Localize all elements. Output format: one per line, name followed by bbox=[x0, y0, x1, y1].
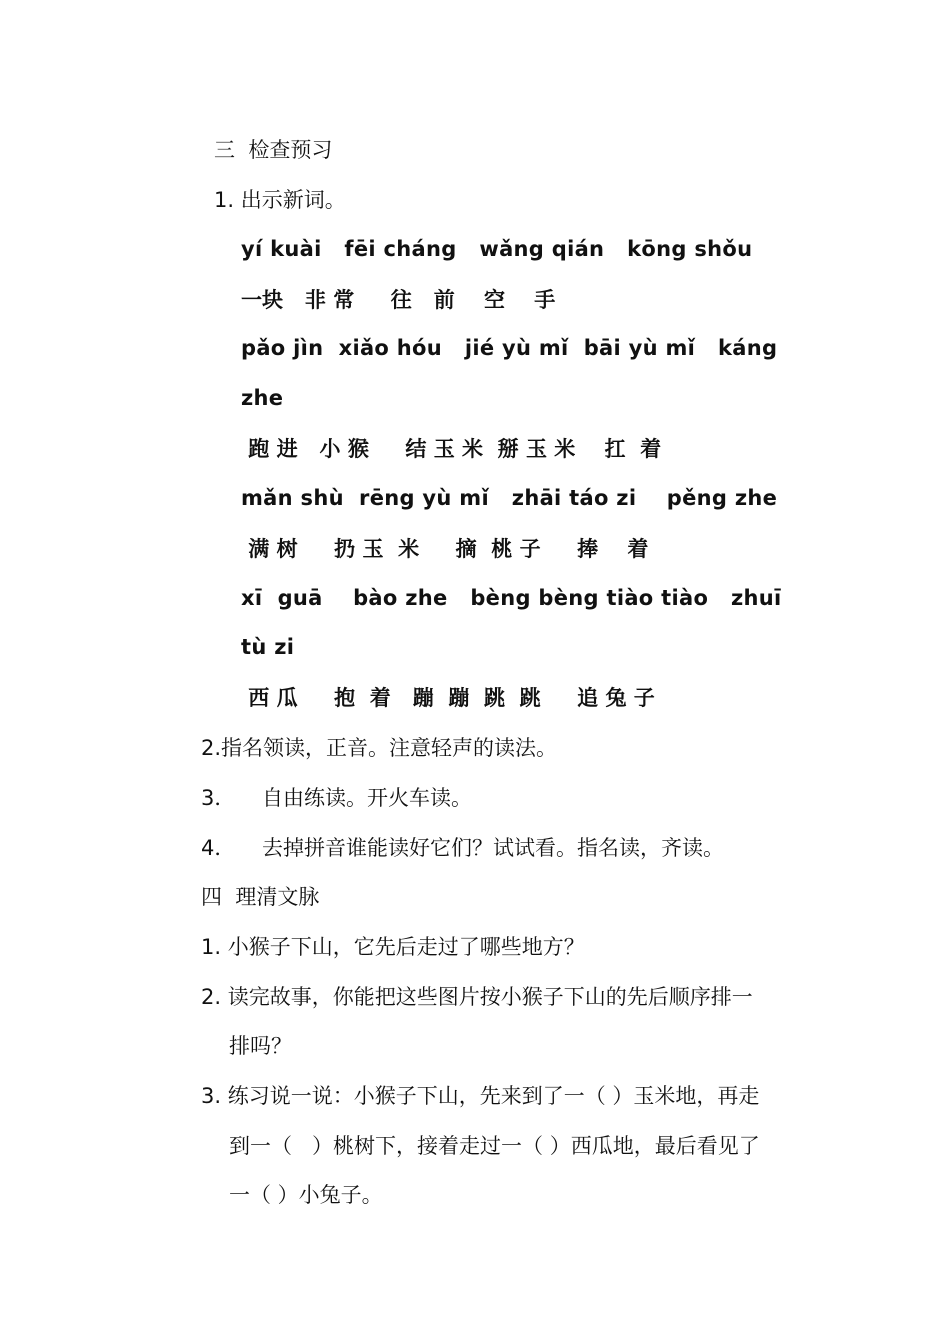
item-3: 3． 自由练读。开火车读。 bbox=[201, 786, 473, 810]
question-1: 1. 小猴子下山，它先后走过了哪些地方？ bbox=[201, 935, 585, 959]
question-3-line-3: 一（ ）小兔子。 bbox=[229, 1183, 383, 1207]
section4-heading: 四 理清文脉 bbox=[201, 885, 320, 909]
item-4: 4． 去掉拼音谁能读好它们？试试看。指名读，齐读。 bbox=[201, 836, 725, 860]
vocab-pinyin-row-4: xī guā bào zhe bèng bèng tiào tiào zhuī bbox=[241, 586, 782, 610]
vocab-pinyin-row-2-wrap: zhe bbox=[241, 386, 284, 410]
item-1-new-words: 1. 出示新词。 bbox=[214, 188, 346, 212]
question-2-line-1: 2. 读完故事，你能把这些图片按小猴子下山的先后顺序排一 bbox=[201, 985, 753, 1009]
vocab-pinyin-row-3: mǎn shù rēng yù mǐ zhāi táo zi pěng zhe bbox=[241, 486, 778, 510]
section3-heading: 三 检查预习 bbox=[214, 138, 333, 162]
vocab-hanzi-row-2: 跑 进 小 猴 结 玉 米 掰 玉 米 扛 着 bbox=[241, 437, 662, 461]
item-2: 2.指名领读，正音。注意轻声的读法。 bbox=[201, 736, 558, 760]
question-3-line-1: 3. 练习说一说：小猴子下山，先来到了一（ ）玉米地，再走 bbox=[201, 1084, 760, 1108]
vocab-pinyin-row-1: yí kuài fēi cháng wǎng qián kōng shǒu bbox=[241, 237, 753, 261]
vocab-pinyin-row-2: pǎo jìn xiǎo hóu jié yù mǐ bāi yù mǐ káng bbox=[241, 336, 778, 360]
vocab-pinyin-row-4-wrap: tù zi bbox=[241, 635, 295, 659]
question-3-line-2: 到一（ ）桃树下，接着走过一（ ）西瓜地，最后看见了 bbox=[229, 1134, 760, 1158]
vocab-hanzi-row-4: 西 瓜 抱 着 蹦 蹦 跳 跳 追 兔 子 bbox=[241, 686, 655, 710]
vocab-hanzi-row-3: 满 树 扔 玉 米 摘 桃 子 捧 着 bbox=[241, 537, 649, 561]
question-2-line-2: 排吗？ bbox=[229, 1034, 292, 1058]
vocab-hanzi-row-1: 一块 非 常 往 前 空 手 bbox=[241, 288, 556, 312]
